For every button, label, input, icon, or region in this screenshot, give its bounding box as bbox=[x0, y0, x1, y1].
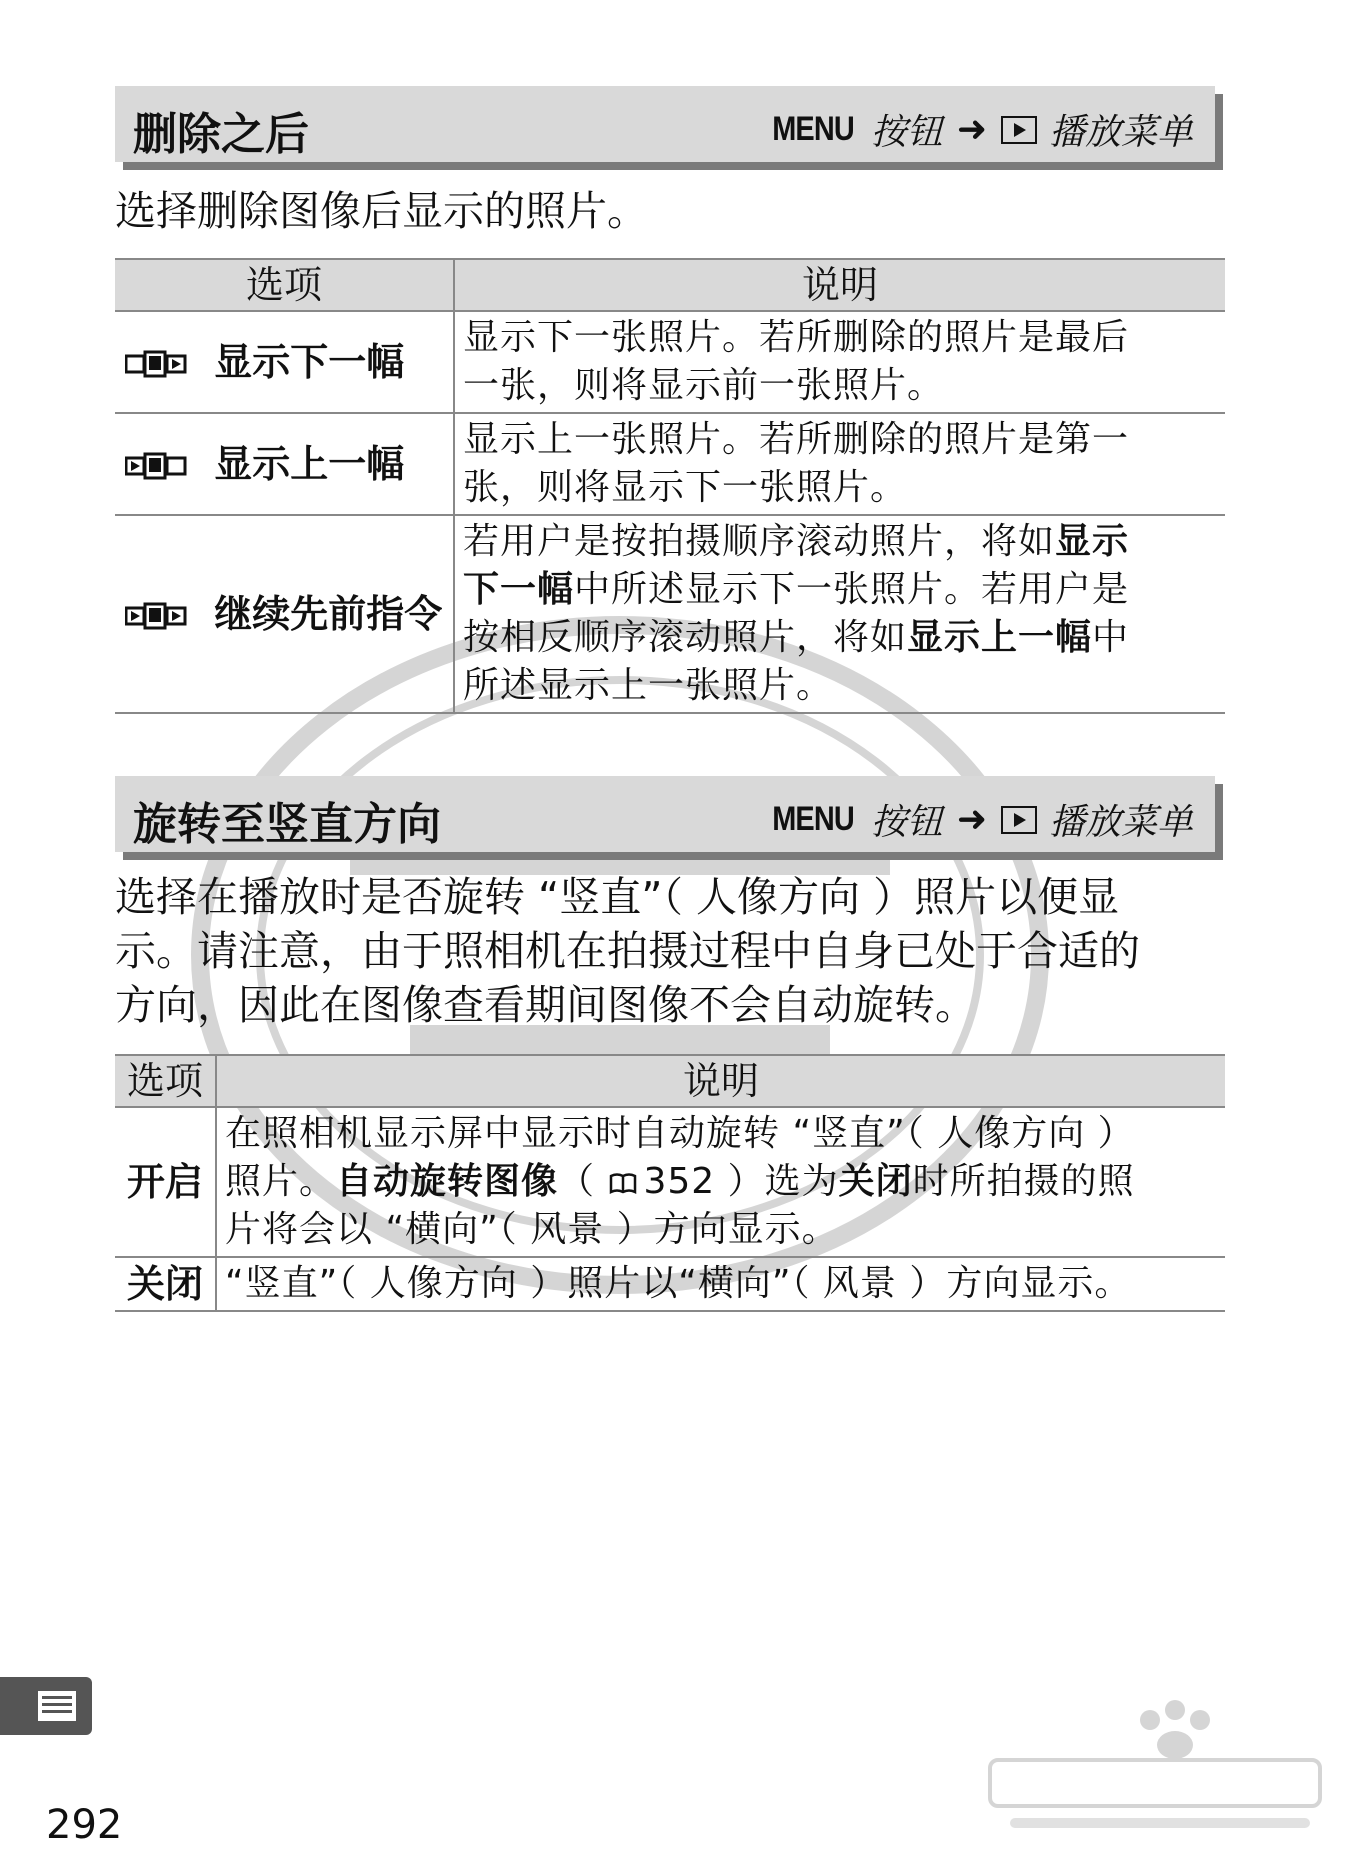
show-next-icon bbox=[125, 350, 187, 380]
intro-line: 方向，因此在图像查看期间图像不会自动旋转。 bbox=[115, 981, 976, 1029]
bold-option-ref: 关闭 bbox=[838, 1161, 913, 1202]
playback-icon bbox=[1001, 806, 1037, 834]
section-title: 删除之后 bbox=[133, 109, 309, 160]
description-line bbox=[463, 518, 1217, 566]
column-header-description: 说明 bbox=[454, 259, 1225, 311]
intro-line: 示。请注意，由于照相机在拍摄过程中自身已处于合适的 bbox=[115, 927, 1140, 975]
option-label: 显示下一幅 bbox=[214, 340, 405, 384]
menu-path bbox=[765, 794, 1193, 845]
bold-option-ref: 显示上一幅 bbox=[907, 617, 1093, 658]
column-header-option: 选项 bbox=[115, 259, 454, 311]
playback-icon bbox=[1001, 116, 1037, 144]
book-icon bbox=[609, 1172, 637, 1194]
description-text: 中 bbox=[1092, 617, 1130, 658]
arrow-icon: ➜ bbox=[956, 799, 987, 840]
intro-line: 选择在播放时是否旋转 “竖直”（ 人像方向 ）照片以便显 bbox=[115, 873, 1120, 921]
column-header-option: 选项 bbox=[115, 1055, 216, 1107]
option-label: 开启 bbox=[115, 1107, 216, 1257]
description-line bbox=[463, 614, 1217, 662]
description-line: 一张，则将显示前一张照片。 bbox=[463, 365, 945, 406]
options-table bbox=[115, 1054, 1225, 1312]
description-line bbox=[463, 566, 1217, 614]
description-text: 按相反顺序滚动照片，将如 bbox=[463, 617, 908, 658]
options-table bbox=[115, 258, 1225, 714]
bold-option-ref: 自动旋转图像 bbox=[336, 1161, 559, 1202]
option-label: 关闭 bbox=[115, 1257, 216, 1311]
description-line: 所述显示上一张照片。 bbox=[463, 665, 834, 706]
description-text: 照片。 bbox=[225, 1161, 337, 1202]
baidu-jingyan-logo bbox=[980, 1690, 1340, 1840]
section-header-rotate-tall bbox=[115, 776, 1215, 852]
menu-list-icon bbox=[0, 1677, 92, 1735]
menu-button-label: MENU bbox=[771, 800, 854, 838]
description-text: 中所述显示下一张照片。若用户是 bbox=[574, 569, 1130, 610]
description-line: 在照相机显示屏中显示时自动旋转 “竖直”（ 人像方向 ） bbox=[225, 1113, 1135, 1154]
side-tab bbox=[0, 1677, 92, 1735]
button-word: 按钮 bbox=[870, 112, 943, 153]
menu-name: 播放菜单 bbox=[1048, 802, 1193, 843]
button-word: 按钮 bbox=[870, 802, 943, 843]
menu-button-label: MENU bbox=[771, 110, 854, 148]
arrow-icon: ➜ bbox=[956, 109, 987, 150]
description-line: 显示下一张照片。若所删除的照片是最后 bbox=[463, 317, 1130, 358]
table-row bbox=[115, 1107, 1225, 1257]
description-text: （ bbox=[558, 1161, 608, 1202]
description-line: 显示上一张照片。若所删除的照片是第一 bbox=[463, 419, 1130, 460]
description-text: 时所拍摄的照 bbox=[912, 1161, 1135, 1202]
table-row bbox=[115, 311, 1225, 413]
section-header-delete-after bbox=[115, 86, 1215, 162]
section-intro bbox=[115, 870, 1225, 1032]
column-header-description: 说明 bbox=[216, 1055, 1225, 1107]
page-number: 292 bbox=[46, 1802, 123, 1848]
option-label: 显示上一幅 bbox=[214, 442, 405, 486]
section-intro: 选择删除图像后显示的照片。 bbox=[115, 187, 648, 235]
table-row bbox=[115, 413, 1225, 515]
bold-option-ref: 显示 bbox=[1055, 521, 1130, 562]
table-row bbox=[115, 515, 1225, 713]
description-text: 若用户是按拍摄顺序滚动照片，将如 bbox=[463, 521, 1056, 562]
option-label: 继续先前指令 bbox=[214, 592, 443, 636]
description-line bbox=[225, 1158, 1217, 1206]
description-line: 张，则将显示下一张照片。 bbox=[463, 467, 908, 508]
description-line: 片将会以 “横向”（ 风景 ）方向显示。 bbox=[225, 1209, 839, 1250]
description-line: “竖直”（ 人像方向 ）照片以“横向”（ 风景 ）方向显示。 bbox=[216, 1257, 1225, 1311]
show-previous-icon bbox=[125, 452, 187, 482]
menu-path bbox=[765, 104, 1193, 155]
bold-option-ref: 下一幅 bbox=[463, 569, 575, 610]
continue-as-before-icon bbox=[125, 602, 187, 632]
section-title: 旋转至竖直方向 bbox=[133, 799, 441, 850]
menu-name: 播放菜单 bbox=[1048, 112, 1193, 153]
description-text: 352 ）选为 bbox=[643, 1161, 839, 1202]
table-row bbox=[115, 1257, 1225, 1311]
